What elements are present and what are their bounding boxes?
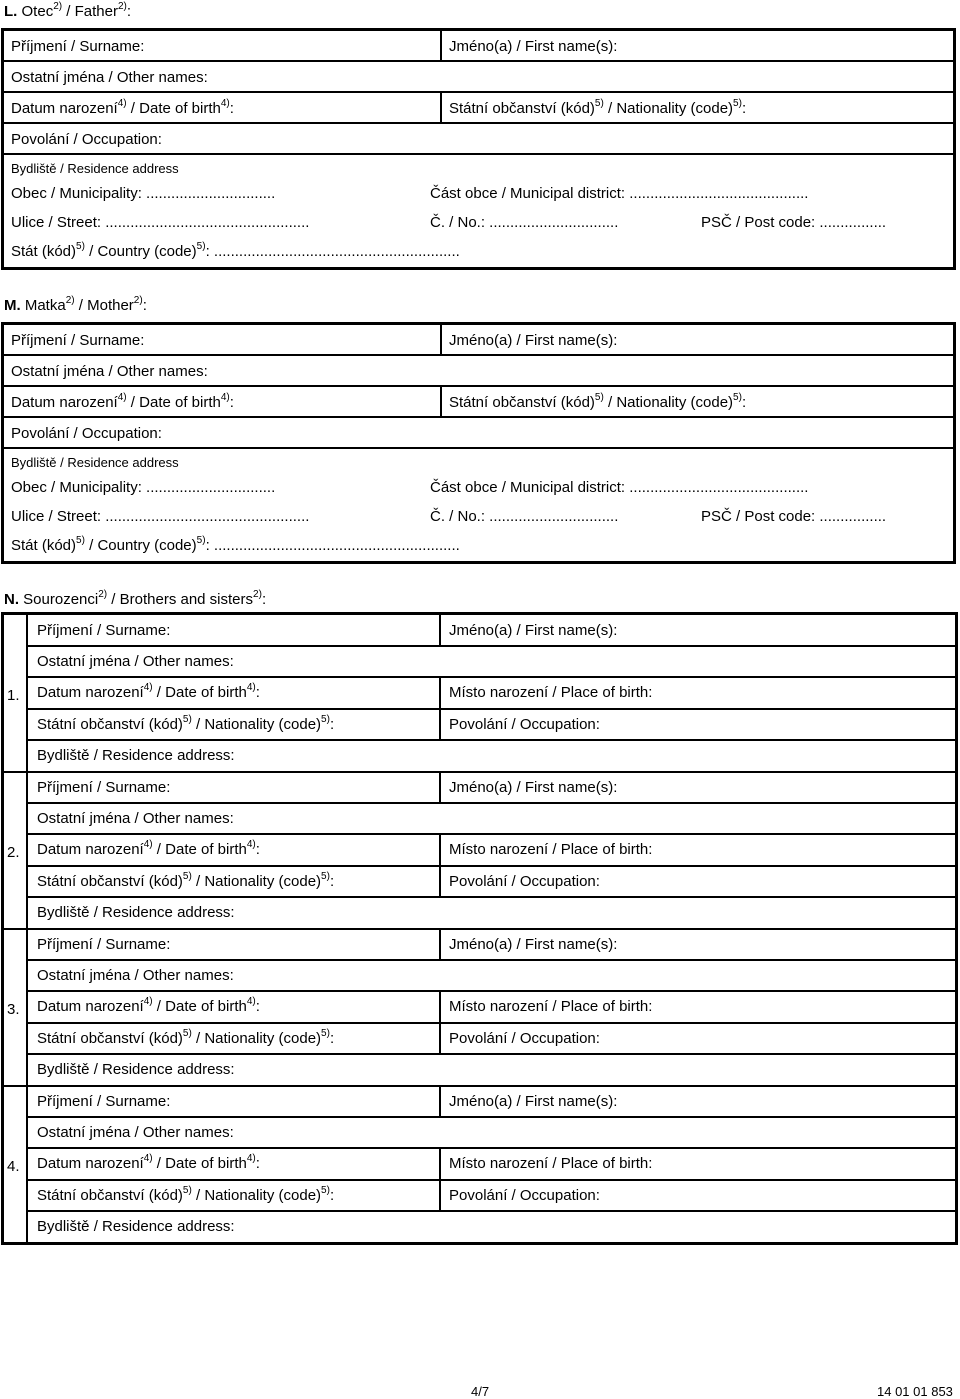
mother-form (1, 322, 956, 564)
sibling-occupation-field[interactable]: Povolání / Occupation: (449, 1187, 600, 1204)
father-dob-field[interactable]: Datum narození$^{4)}$ / Date of birth$^{4)}$: (11, 98, 234, 117)
father-section-heading: L. Otec$^{2)}$ / Father$^{2)}$: (4, 1, 132, 20)
mother-no-field[interactable]: Č. / No.: ............................... (430, 508, 619, 525)
sibling-first-name-field[interactable]: Jméno(a) / First name(s): (449, 936, 618, 953)
father-occupation-field[interactable]: Povolání / Occupation: (11, 131, 162, 148)
sibling-dob-field[interactable]: Datum narození$^{4)}$ / Date of birth$^{4)}$: (37, 1153, 260, 1172)
mother-dob-field[interactable]: Datum narození$^{4)}$ / Date of birth$^{4)}$: (11, 392, 234, 411)
father-postcode-field[interactable]: PSČ / Post code: ................ (701, 214, 887, 231)
sibling-number: 3. (7, 1001, 20, 1018)
sibling-place-of-birth-field[interactable]: Místo narození / Place of birth: (449, 684, 653, 701)
father-dob-row (4, 93, 953, 124)
sibling-first-name-field[interactable]: Jméno(a) / First name(s): (449, 779, 618, 796)
father-form (1, 28, 956, 270)
sibling-nationality-field[interactable]: Státní občanství (kód)$^{5)}$ / Nationality (code)$^{5)}$: (37, 871, 335, 890)
sibling-dob-field[interactable]: Datum narození$^{4)}$ / Date of birth$^{4)}$: (37, 682, 260, 701)
sibling-other-names-field[interactable]: Ostatní jména / Other names: (37, 653, 234, 670)
father-surname-field[interactable]: Příjmení / Surname: (11, 38, 145, 55)
sibling-place-of-birth-field[interactable]: Místo narození / Place of birth: (449, 1155, 653, 1172)
sibling-other-names-field[interactable]: Ostatní jména / Other names: (37, 810, 234, 827)
mother-country-field[interactable]: Stát (kód)$^{5)}$ / Country (code)$^{5)}$: ........................................................... (11, 535, 460, 554)
mother-other-names-field[interactable]: Ostatní jména / Other names: (11, 363, 208, 380)
sibling-residence-field[interactable]: Bydliště / Residence address: (37, 1218, 235, 1235)
sibling-other-names-field[interactable]: Ostatní jména / Other names: (37, 967, 234, 984)
siblings-form (1, 612, 958, 1245)
sibling-surname-field[interactable]: Příjmení / Surname: (37, 1093, 171, 1110)
sibling-dob-field[interactable]: Datum narození$^{4)}$ / Date of birth$^{4)}$: (37, 839, 260, 858)
sibling-block-2 (7, 772, 955, 929)
mother-postcode-field[interactable]: PSČ / Post code: ................ (701, 508, 887, 525)
sibling-residence-field[interactable]: Bydliště / Residence address: (37, 747, 235, 764)
siblings-section-heading: N. Sourozenci$^{2)}$ / Brothers and sisters$^{2)}$: (4, 589, 267, 608)
sibling-block-3 (7, 929, 955, 1086)
father-residence-label: Bydliště / Residence address (11, 161, 179, 176)
father-occupation-row (4, 124, 953, 155)
page-number: 4/7 (471, 1384, 490, 1399)
mother-district-field[interactable]: Část obce / Municipal district: ........................................... (430, 479, 809, 496)
sibling-other-names-field[interactable]: Ostatní jména / Other names: (37, 1124, 234, 1141)
sibling-surname-field[interactable]: Příjmení / Surname: (37, 936, 171, 953)
father-other-names-row (4, 62, 953, 93)
mother-surname-field[interactable]: Příjmení / Surname: (11, 332, 145, 349)
father-nationality-field[interactable]: Státní občanství (kód)$^{5)}$ / Nationality (code)$^{5)}$: (449, 98, 747, 117)
mother-section-heading: M. Matka$^{2)}$ / Mother$^{2)}$: (4, 295, 147, 314)
mother-residence-label: Bydliště / Residence address (11, 455, 179, 470)
mother-occupation-field[interactable]: Povolání / Occupation: (11, 425, 162, 442)
sibling-surname-field[interactable]: Příjmení / Surname: (37, 622, 171, 639)
sibling-place-of-birth-field[interactable]: Místo narození / Place of birth: (449, 998, 653, 1015)
father-no-field[interactable]: Č. / No.: ............................... (430, 214, 619, 231)
sibling-first-name-field[interactable]: Jméno(a) / First name(s): (449, 622, 618, 639)
sibling-place-of-birth-field[interactable]: Místo narození / Place of birth: (449, 841, 653, 858)
father-residence-block (4, 155, 953, 269)
mother-municipality-field[interactable]: Obec / Municipality: ............................... (11, 479, 276, 496)
sibling-occupation-field[interactable]: Povolání / Occupation: (449, 873, 600, 890)
mother-residence-block (4, 449, 953, 563)
sibling-residence-field[interactable]: Bydliště / Residence address: (37, 1061, 235, 1078)
sibling-nationality-field[interactable]: Státní občanství (kód)$^{5)}$ / Nationality (code)$^{5)}$: (37, 714, 335, 733)
father-other-names-field[interactable]: Ostatní jména / Other names: (11, 69, 208, 86)
sibling-block-1 (7, 615, 955, 772)
mother-first-name-field[interactable]: Jméno(a) / First name(s): (449, 332, 618, 349)
sibling-block-4 (7, 1086, 955, 1243)
sibling-number: 1. (7, 687, 20, 704)
sibling-nationality-field[interactable]: Státní občanství (kód)$^{5)}$ / Nationality (code)$^{5)}$: (37, 1028, 335, 1047)
sibling-occupation-field[interactable]: Povolání / Occupation: (449, 1030, 600, 1047)
father-name-row (4, 31, 953, 62)
sibling-residence-field[interactable]: Bydliště / Residence address: (37, 904, 235, 921)
father-district-field[interactable]: Část obce / Municipal district: ........................................... (430, 185, 809, 202)
mother-street-field[interactable]: Ulice / Street: ................................................. (11, 508, 310, 525)
mother-occupation-row (4, 418, 953, 449)
sibling-surname-field[interactable]: Příjmení / Surname: (37, 779, 171, 796)
sibling-nationality-field[interactable]: Státní občanství (kód)$^{5)}$ / Nationality (code)$^{5)}$: (37, 1185, 335, 1204)
father-municipality-field[interactable]: Obec / Municipality: ............................... (11, 185, 276, 202)
mother-nationality-field[interactable]: Státní občanství (kód)$^{5)}$ / Nationality (code)$^{5)}$: (449, 392, 747, 411)
sibling-number: 4. (7, 1158, 20, 1175)
form-code: 14 01 01 853 (877, 1384, 953, 1399)
sibling-occupation-field[interactable]: Povolání / Occupation: (449, 716, 600, 733)
sibling-dob-field[interactable]: Datum narození$^{4)}$ / Date of birth$^{4)}$: (37, 996, 260, 1015)
mother-dob-row (4, 387, 953, 418)
sibling-number: 2. (7, 844, 20, 861)
mother-name-row (4, 325, 953, 356)
mother-other-names-row (4, 356, 953, 387)
father-street-field[interactable]: Ulice / Street: ................................................. (11, 214, 310, 231)
father-first-name-field[interactable]: Jméno(a) / First name(s): (449, 38, 618, 55)
father-country-field[interactable]: Stát (kód)$^{5)}$ / Country (code)$^{5)}$: ........................................................... (11, 241, 460, 260)
sibling-first-name-field[interactable]: Jméno(a) / First name(s): (449, 1093, 618, 1110)
